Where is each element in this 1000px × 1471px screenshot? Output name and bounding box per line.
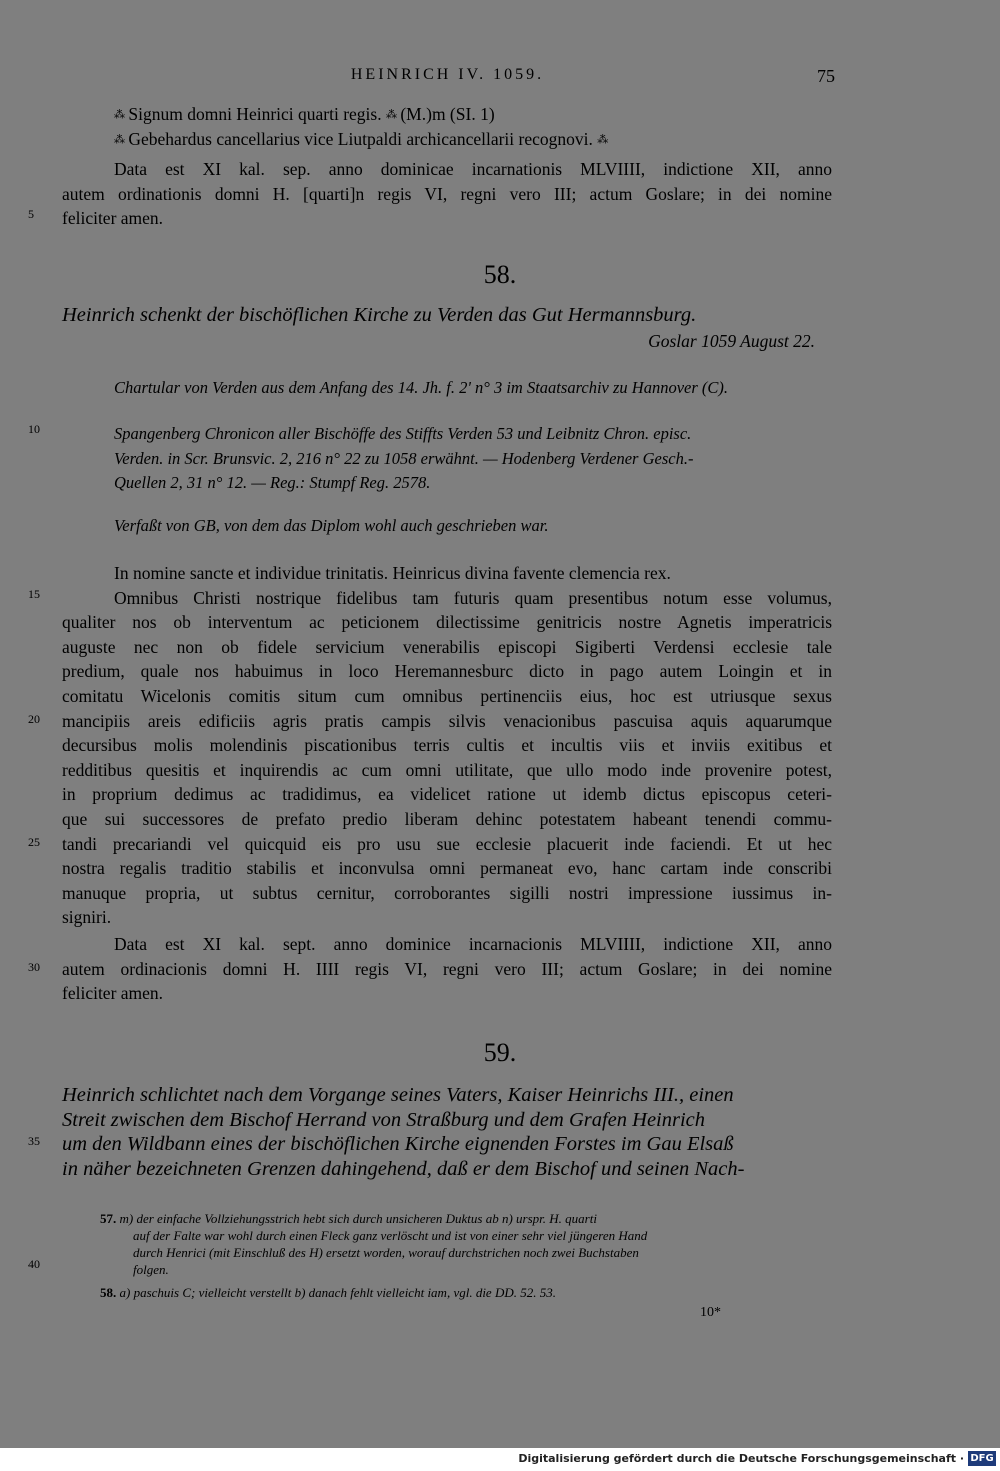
document-number: 59.: [483, 1038, 517, 1067]
title-line: Heinrich schlichtet nach dem Vorgange seines Vaters, Kaiser Heinrichs III., einen: [62, 1084, 734, 1106]
text-line: qualiter nos ob interventum ac peticionem dilectissime genitricis nostre Agnetis imperatricis: [62, 612, 832, 633]
line-number: 30: [28, 960, 40, 974]
text-line: que sui successores de prefato predio liberam dehinc potestatem habeant tenendi commu-: [62, 808, 832, 829]
cross-icon: ⁂: [597, 134, 608, 146]
text-line: comitatu Wicelonis comitis situm cum omnibus pertinenciis eius, hoc est utriusque sexus: [62, 685, 832, 706]
dating-57: [62, 157, 832, 231]
text-line: in proprium dedimus ac tradidimus, ea videlicet ratione ut idemb dictus episcopus ceteri-: [62, 784, 832, 805]
footnote-line: folgen.: [133, 1262, 169, 1277]
footnote-line: m) der einfache Vollziehungsstrich hebt sich durch unsicheren Duktus ab n) urspr. H. quarti: [119, 1211, 597, 1226]
text-line: Data est XI kal. sept. anno dominice incarnacionis MLVIIII, indictione XII, anno: [114, 934, 832, 954]
text-line: decursibus molis molendinis piscationibus terris cultis et incultis viis et inviis exitibus et: [62, 735, 832, 756]
document-title: Heinrich schenkt der bischöflichen Kirche zu Verden das Gut Hermannsburg.: [62, 304, 697, 326]
text-line: autem ordinationis domni H. [quarti]n regis VI, regni vero III; actum Goslare; in dei nomine: [62, 183, 832, 204]
line-number: 10: [28, 422, 40, 436]
line-number: 20: [28, 712, 40, 726]
text-line: nostra regalis traditio stabilis et inconvulsa omni permaneat evo, hanc cartam inde conscribi: [62, 858, 832, 879]
title-line: um den Wildbann eines der bischöflichen Kirche eignenden Forstes im Gau Elsaß: [62, 1133, 734, 1155]
dating-58: [62, 932, 832, 1006]
line-number: 40: [28, 1257, 40, 1271]
dfg-logo-icon[interactable]: DFG: [968, 1451, 996, 1466]
footer-bar: [0, 1448, 1000, 1471]
footnote-line: durch Henrici (mit Einschluß des H) ersetzt worden, worauf durchstrichen noch zwei Buchstaben: [133, 1245, 639, 1260]
funding-text: Digitalisierung gefördert durch die Deutsche Forschungsgemeinschaft ·: [518, 1452, 964, 1465]
cross-icon: ⁂: [114, 134, 124, 146]
diploma-text: [62, 561, 832, 930]
document-number: 58.: [483, 260, 517, 289]
signum-text: Signum domni Heinrici quarti regis.: [128, 104, 382, 124]
text-line: feliciter amen.: [62, 983, 164, 1004]
footnote-number: 57.: [100, 1211, 117, 1226]
footnote-58: [100, 1284, 830, 1301]
running-head: HEINRICH IV. 1059.: [350, 66, 545, 83]
line-number: 25: [28, 835, 40, 849]
reference-line: Verden. in Scr. Brunsvic. 2, 216 n° 22 zu 1058 erwähnt. — Hodenberg Verdener Gesch.-: [114, 448, 694, 468]
page-header: [60, 66, 835, 90]
text-line: Data est XI kal. sep. anno dominicae incarnationis MLVIIII, indictione XII, anno: [114, 159, 832, 179]
footnote-line: a) paschuis C; vielleicht verstellt b) danach fehlt vielleicht iam, vgl. die DD. 52. 53.: [119, 1285, 556, 1300]
recognition-line: [114, 129, 607, 150]
source-note: Chartular von Verden aus dem Anfang des 14. Jh. f. 2' n° 3 im Staatsarchiv zu Hannover (C).: [114, 378, 729, 397]
text-line: auguste nec non ob fidele servicium venerabilis episcopi Sigiberti Verdensi ecclesie tale: [62, 636, 832, 657]
page-number: 75: [817, 66, 835, 86]
title-line: in näher bezeichneten Grenzen dahingehend, daß er dem Bischof und seinen Nach-: [62, 1157, 745, 1180]
line-number: 5: [28, 207, 34, 221]
cross-icon: ⁂: [114, 109, 124, 121]
text-line: mancipiis areis edificiis agris pratis campis silvis venacionibus pascuisa aquis aquarumque: [62, 710, 832, 731]
text-line: Omnibus Christi nostrique fidelibus tam futuris quam presentibus notum esse volumus,: [114, 587, 832, 608]
text-line: manuque propria, ut subtus cernitur, corroborantes sigilli nostri impressione iussimus in-: [62, 882, 832, 903]
text-line: redditibus quesitis et inquirendis ac cum omni utilitate, que ullo modo inde provenire potest,: [62, 759, 832, 780]
line-number: 35: [28, 1134, 40, 1148]
cross-icon: ⁂: [385, 109, 396, 121]
text-line: tandi precariandi vel quicquid eis pro usu sue ecclesie placuerit inde faciendi. Et ut hec: [62, 833, 832, 854]
authorship-note: Verfaßt von GB, von dem das Diplom wohl auch geschrieben war.: [114, 516, 549, 535]
signature-mark: 10*: [700, 1305, 721, 1320]
footnote-57: [100, 1210, 830, 1278]
text-line: In nomine sancte et individue trinitatis. Heinricus divina favente clemencia rex.: [114, 563, 671, 583]
references-note: [114, 422, 834, 496]
signum-line: [114, 104, 495, 125]
recognition-text: Gebehardus cancellarius vice Liutpaldi archicancellarii recognovi.: [128, 129, 593, 149]
footnotes: [100, 1210, 830, 1301]
footnote-number: 58.: [100, 1285, 117, 1300]
text-line: predium, quale nos habuimus in loco Heremannesburc dicto in pago autem Loingin et in: [62, 661, 832, 682]
text-line: signiri.: [62, 907, 112, 928]
title-line: Streit zwischen dem Bischof Herrand von Straßburg und dem Grafen Heinrich: [62, 1108, 706, 1131]
place-date: Goslar 1059 August 22.: [648, 331, 815, 351]
reference-line: Spangenberg Chronicon aller Bischöffe des Stiffts Verden 53 und Leibnitz Chron. episc.: [114, 424, 692, 443]
footnote-line: auf der Falte war wohl durch einen Fleck ganz verlöscht und ist von einer sehr viel jüngeren Hand: [133, 1228, 648, 1243]
text-line: feliciter amen.: [62, 208, 164, 229]
reference-line: Quellen 2, 31 n° 12. — Reg.: Stumpf Reg. 2578.: [114, 473, 431, 492]
document-title: [62, 1083, 832, 1181]
signum-mark: (M.)m (SI. 1): [400, 104, 495, 124]
line-number: 15: [28, 587, 40, 601]
text-line: autem ordinacionis domni H. IIII regis VI, regni vero III; actum Goslare; in dei nomine: [62, 958, 832, 979]
